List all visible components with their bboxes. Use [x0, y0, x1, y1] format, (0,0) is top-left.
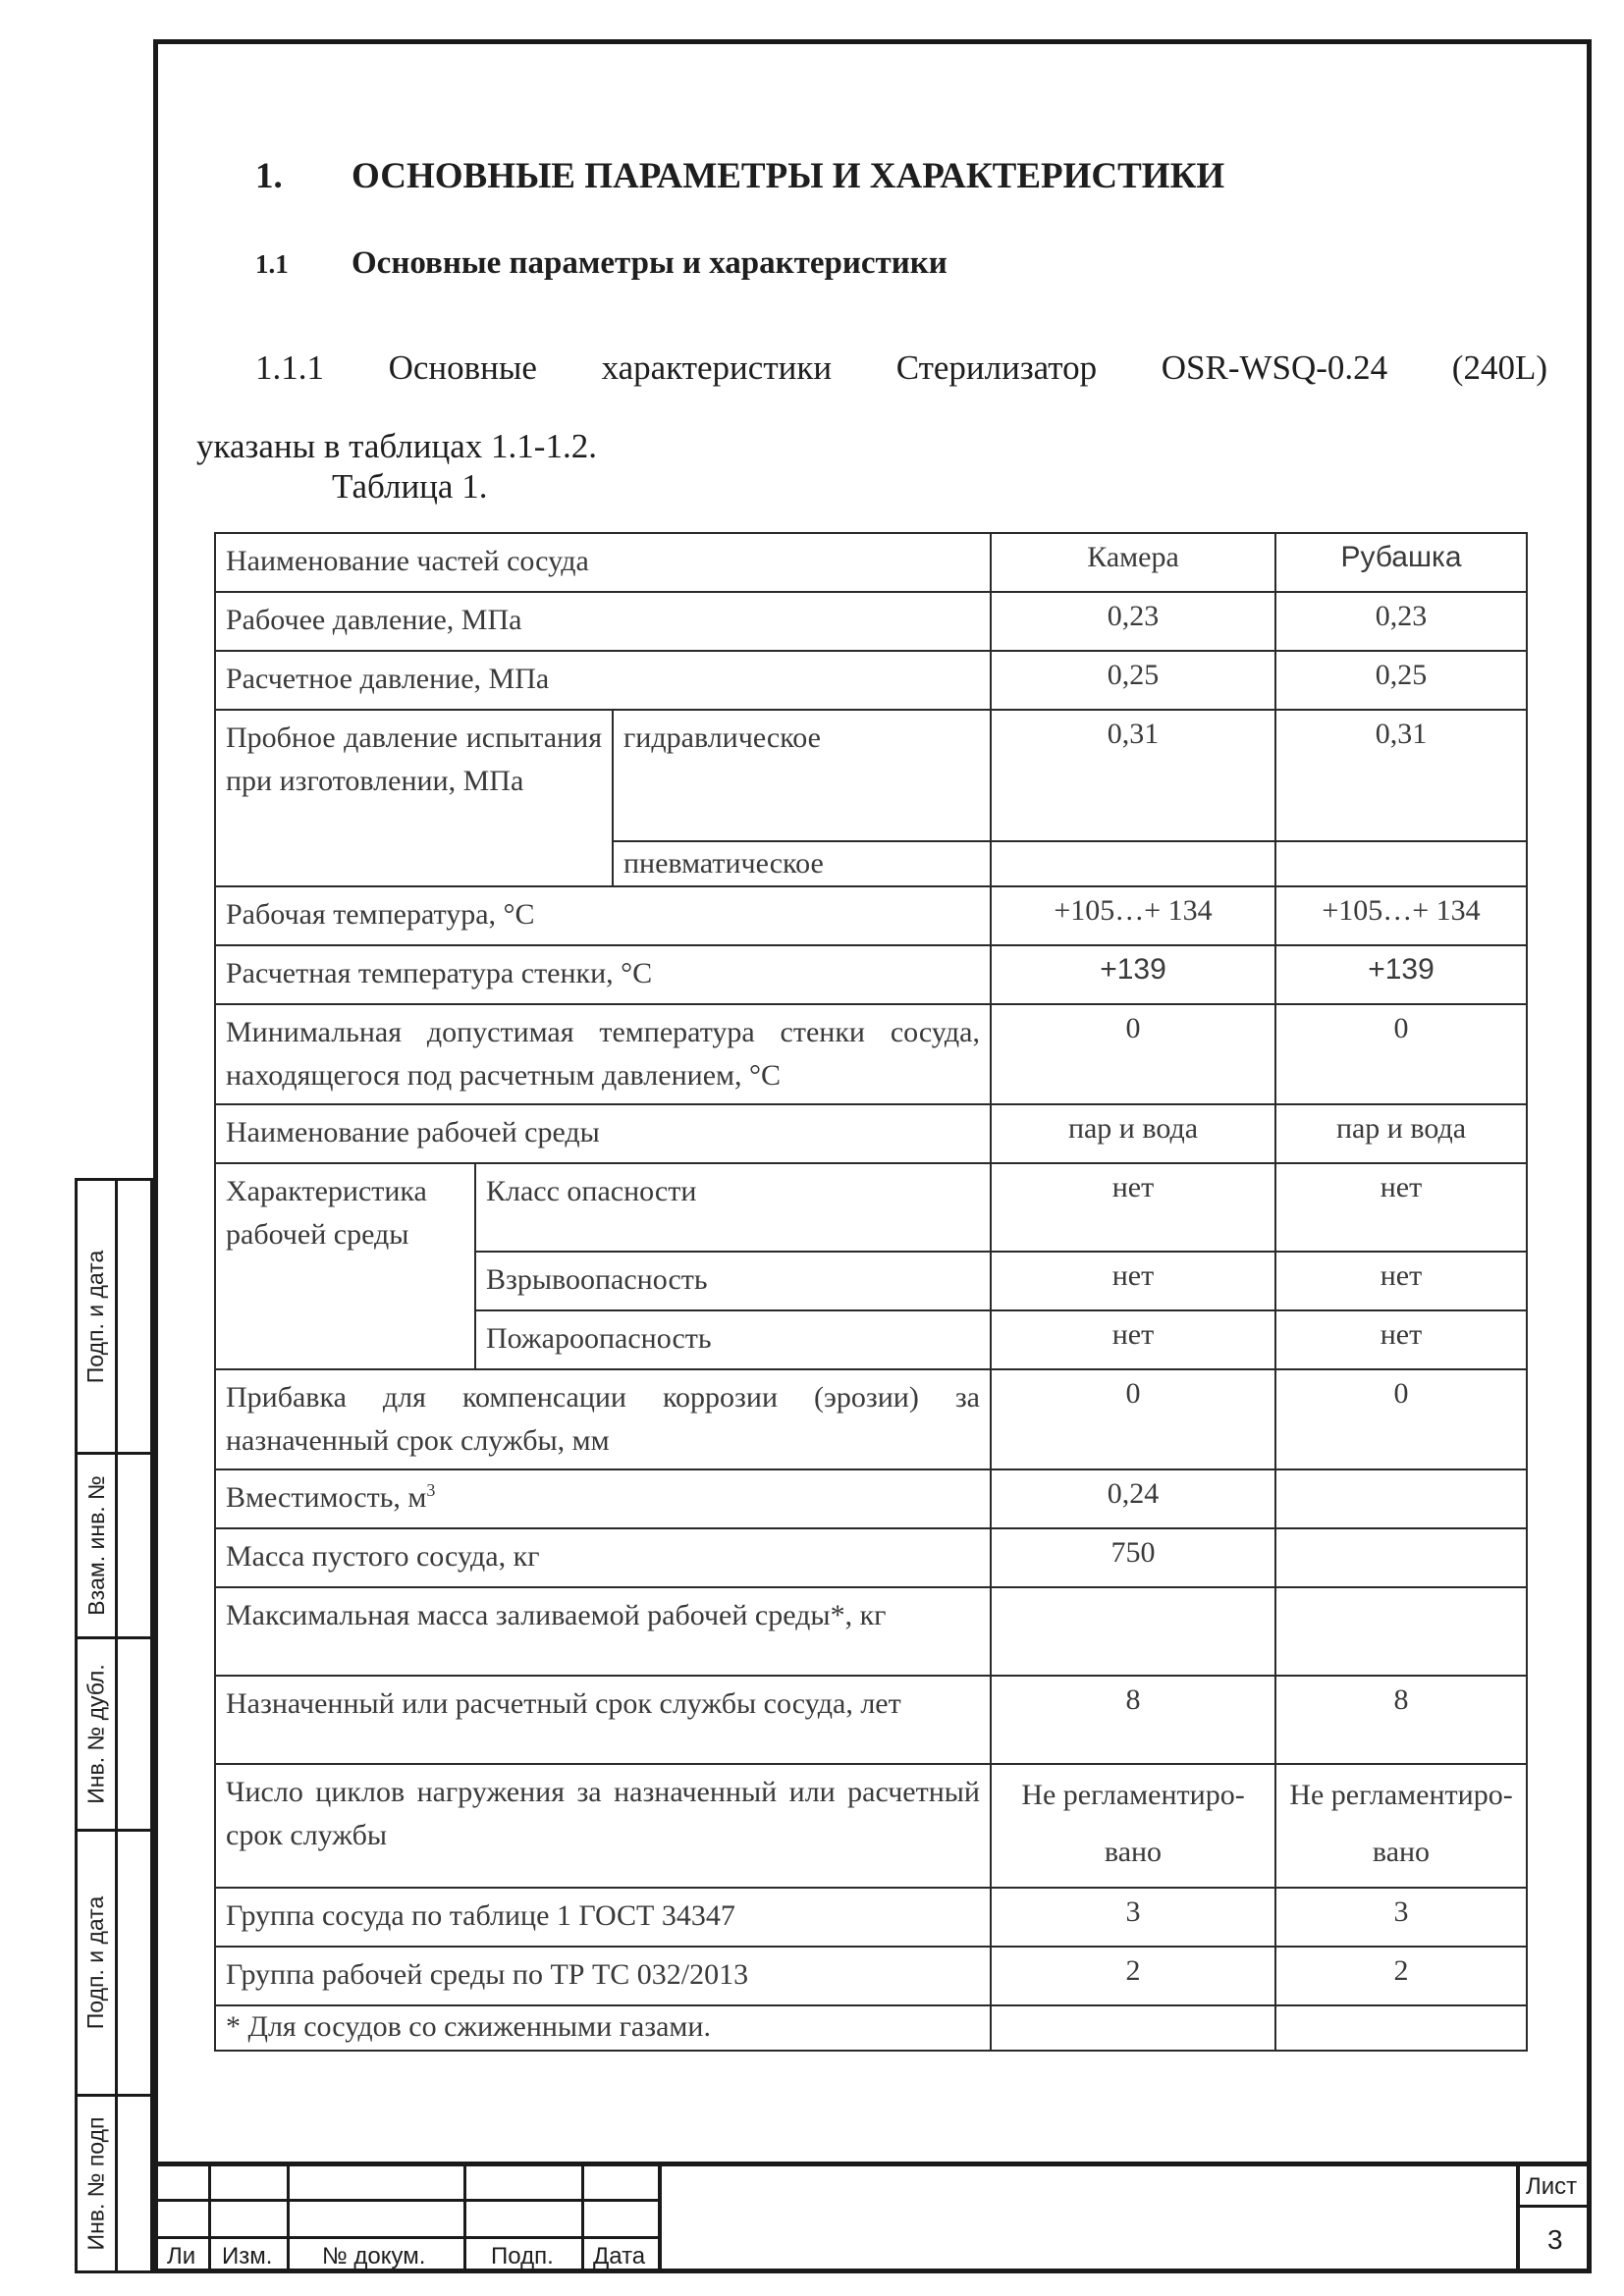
value-jacket: [1275, 1587, 1527, 1676]
side-stamp-label: Подп. и дата: [82, 1896, 109, 2030]
parameters-table: [214, 532, 1528, 2052]
column-header-chamber: Камера: [991, 533, 1275, 592]
row-label: Расчетное давление, МПа: [215, 651, 991, 710]
table-row: [215, 1888, 1527, 1947]
sheet-label: Лист: [1526, 2173, 1578, 2200]
value-chamber: 3: [991, 1888, 1275, 1947]
value-chamber: нет: [991, 1252, 1275, 1310]
stamp-label-li: Ли: [167, 2243, 196, 2269]
table-row: [215, 710, 1527, 841]
row-label: Наименование рабочей среды: [215, 1104, 991, 1163]
section-heading: [255, 155, 1224, 197]
table-row: [215, 1104, 1527, 1163]
row-label: Назначенный или расчетный срок службы сосуда, лет: [215, 1676, 991, 1764]
side-stamp-cell: [75, 1452, 153, 1639]
subsection-number: 1.1: [255, 249, 289, 279]
side-stamp-label: Инв. № дубл.: [82, 1664, 109, 1804]
value-jacket: [1275, 1469, 1527, 1528]
paragraph: [196, 329, 1547, 486]
value-jacket: нет: [1275, 1252, 1527, 1310]
value-jacket: 0: [1275, 1369, 1527, 1469]
paragraph-word: Основные: [388, 348, 537, 387]
value-chamber: 0,25: [991, 651, 1275, 710]
title-block: [153, 2162, 1592, 2273]
paragraph-word: характеристики: [601, 348, 833, 387]
side-stamp: [75, 1178, 153, 2273]
table-row: [215, 2005, 1527, 2051]
sub-label: гидравлическое: [613, 710, 991, 841]
sub-label: Класс опасности: [475, 1163, 991, 1252]
paragraph-word: OSR-WSQ-0.24: [1161, 348, 1388, 387]
side-stamp-cell: [75, 1829, 153, 2097]
table-footnote: * Для сосудов со сжиженными газами.: [215, 2005, 991, 2051]
value-jacket: 2: [1275, 1947, 1527, 2005]
table-row: [215, 1587, 1527, 1676]
value-jacket: [1275, 2005, 1527, 2051]
side-stamp-cell: [75, 1636, 153, 1832]
value-chamber: 0: [991, 1004, 1275, 1104]
paragraph-word: 1.1.1: [255, 348, 324, 387]
paragraph-word: (240L): [1451, 348, 1547, 387]
value-jacket: 0: [1275, 1004, 1527, 1104]
row-label: Расчетная температура стенки, °С: [215, 945, 991, 1004]
row-label: Рабочая температура, °С: [215, 886, 991, 945]
side-stamp-cell: [75, 1178, 153, 1455]
row-label: Максимальная масса заливаемой рабочей среды*, кг: [215, 1587, 991, 1676]
table-row: [215, 1947, 1527, 2005]
value-jacket: [1275, 1528, 1527, 1587]
value-chamber: 0,23: [991, 592, 1275, 651]
row-label-text: Вместимость, м: [226, 1481, 427, 1514]
row-label: Пробное давление испытания при изготовлении, МПа: [215, 710, 613, 886]
row-label: Группа сосуда по таблице 1 ГОСТ 34347: [215, 1888, 991, 1947]
paragraph-line-1: [196, 329, 1547, 407]
value-jacket: Не регламентиро-вано: [1275, 1764, 1527, 1888]
value-chamber: нет: [991, 1310, 1275, 1369]
side-stamp-cell: [75, 2094, 153, 2273]
value-chamber: 0: [991, 1369, 1275, 1469]
value-jacket: +105…+ 134: [1275, 886, 1527, 945]
value-jacket: 0,23: [1275, 592, 1527, 651]
row-label: Рабочее давление, МПа: [215, 592, 991, 651]
row-label: Минимальная допустимая температура стенки сосуда, находящегося под расчетным давлением, °С: [215, 1004, 991, 1104]
value-jacket: 0,31: [1275, 710, 1527, 841]
table-row: [215, 1469, 1527, 1528]
value-chamber: [991, 1587, 1275, 1676]
table-row: [215, 886, 1527, 945]
row-label: Прибавка для компенсации коррозии (эрозии) за назначенный срок службы, мм: [215, 1369, 991, 1469]
superscript: 3: [426, 1480, 436, 1500]
table-caption: Таблица 1.: [332, 467, 488, 506]
table-row: [215, 1004, 1527, 1104]
table-row: [215, 1764, 1527, 1888]
value-jacket: 3: [1275, 1888, 1527, 1947]
subsection-title: Основные параметры и характеристики: [352, 245, 947, 281]
side-stamp-label: Подп. и дата: [82, 1250, 109, 1383]
stamp-label-date: Дата: [593, 2243, 646, 2269]
column-header-jacket: Рубашка: [1275, 533, 1527, 592]
value-jacket: нет: [1275, 1310, 1527, 1369]
row-label: Группа рабочей среды по ТР ТС 032/2013: [215, 1947, 991, 2005]
sub-label: Пожароопасность: [475, 1310, 991, 1369]
sheet-number: 3: [1547, 2224, 1563, 2255]
sub-label: пневматическое: [613, 841, 991, 886]
row-label: [215, 1469, 991, 1528]
value-chamber: 2: [991, 1947, 1275, 2005]
sub-label: Взрывоопасность: [475, 1252, 991, 1310]
paragraph-line-2: указаны в таблицах 1.1-1.2.: [196, 427, 597, 465]
value-chamber: 8: [991, 1676, 1275, 1764]
value-chamber: [991, 2005, 1275, 2051]
side-stamp-label: Инв. № подп: [82, 2116, 109, 2251]
side-stamp-label: Взам. инв. №: [82, 1475, 109, 1616]
value-chamber: [991, 841, 1275, 886]
value-jacket: +139: [1275, 945, 1527, 1004]
table-row: [215, 945, 1527, 1004]
table-row: [215, 1369, 1527, 1469]
stamp-label-doc: № докум.: [322, 2243, 426, 2269]
table-row: [215, 1676, 1527, 1764]
value-jacket: нет: [1275, 1163, 1527, 1252]
row-label: Наименование частей сосуда: [215, 533, 991, 592]
value-chamber: +105…+ 134: [991, 886, 1275, 945]
table-row: [215, 1163, 1527, 1252]
table-row: [215, 1528, 1527, 1587]
value-chamber: 0,31: [991, 710, 1275, 841]
table-row: [215, 651, 1527, 710]
table-row: [215, 592, 1527, 651]
row-label: Характеристика рабочей среды: [215, 1163, 475, 1369]
value-jacket: 0,25: [1275, 651, 1527, 710]
value-chamber: 0,24: [991, 1469, 1275, 1528]
value-chamber: Не регламентиро-вано: [991, 1764, 1275, 1888]
section-number: 1.: [255, 156, 283, 196]
value-jacket: пар и вода: [1275, 1104, 1527, 1163]
stamp-label-podp: Подп.: [491, 2243, 554, 2269]
subsection-heading: [255, 245, 947, 282]
section-title: ОСНОВНЫЕ ПАРАМЕТРЫ И ХАРАКТЕРИСТИКИ: [352, 156, 1225, 196]
table-row: [215, 533, 1527, 592]
value-chamber: пар и вода: [991, 1104, 1275, 1163]
stamp-label-izm: Изм.: [222, 2243, 273, 2269]
paragraph-word: Стерилизатор: [895, 348, 1098, 387]
value-chamber: +139: [991, 945, 1275, 1004]
value-chamber: нет: [991, 1163, 1275, 1252]
row-label: Масса пустого сосуда, кг: [215, 1528, 991, 1587]
value-jacket: [1275, 841, 1527, 886]
row-label: Число циклов нагружения за назначенный или расчетный срок службы: [215, 1764, 991, 1888]
value-chamber: 750: [991, 1528, 1275, 1587]
value-jacket: 8: [1275, 1676, 1527, 1764]
